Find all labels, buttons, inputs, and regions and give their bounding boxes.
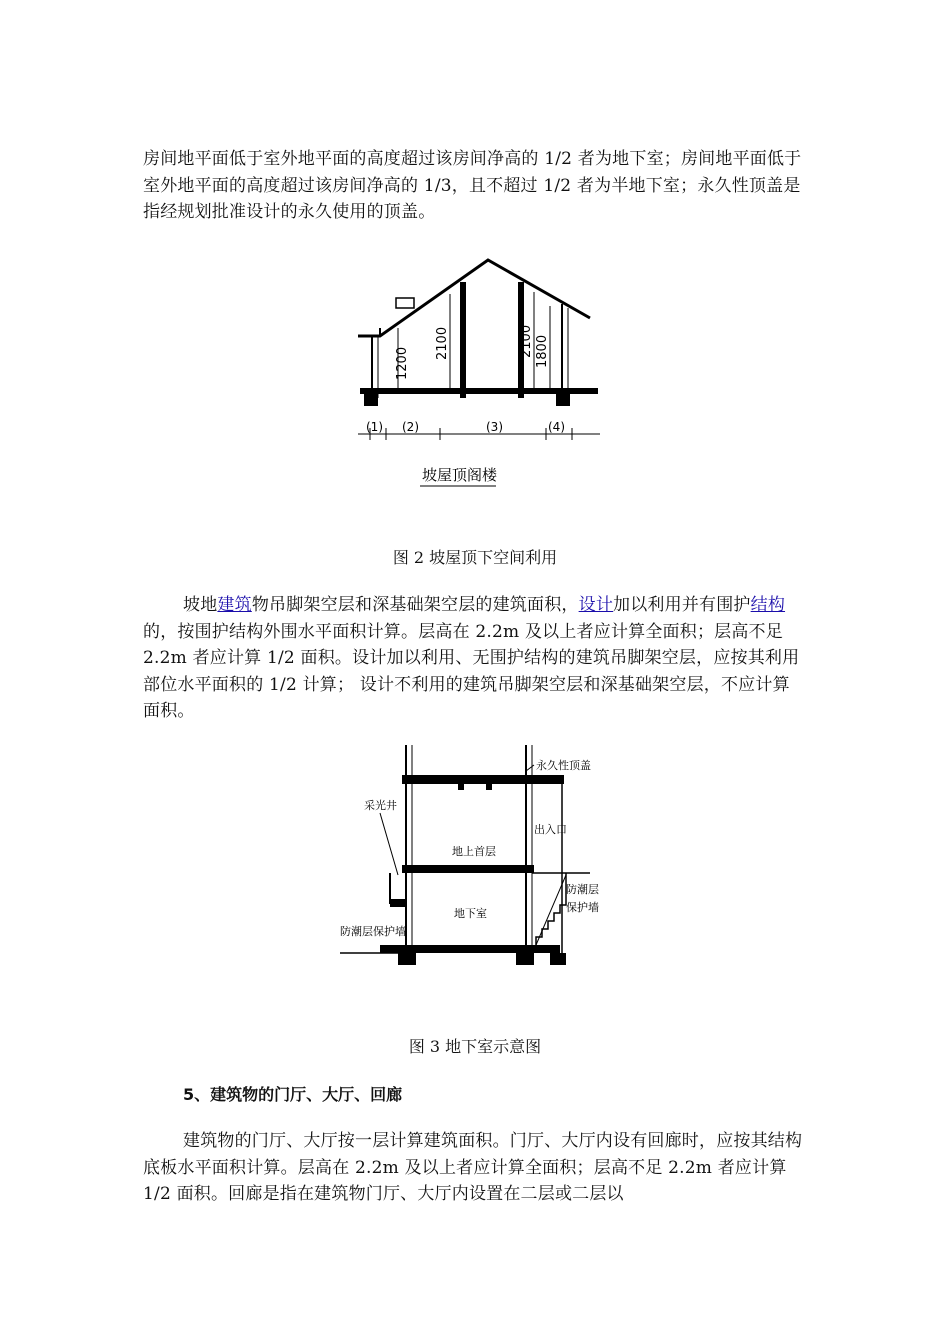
dim-label: 1200 (395, 346, 410, 380)
figure-sloped-roof-attic (350, 248, 610, 498)
span-label: (1) (366, 420, 383, 434)
label-entrance: 出入口 (534, 823, 567, 836)
link-building[interactable]: 建筑 (217, 595, 252, 615)
paragraph-basement-definition: 房间地平面低于室外地平面的高度超过该房间净高的 1/2 者为地下室；房间地平面低于室外地平面的高度超过该房间净高的 1/3，且不超过 1/2 者为半地下室；永久性顶盖是指经规划批准设计的永久使用的顶盖。 (143, 149, 802, 222)
label-moisture-protective-wall: 防潮层保护墙 (340, 925, 406, 938)
section-heading-5: 5、建筑物的门厅、大厅、回廊 (183, 1085, 403, 1104)
dim-label: 2100 (519, 324, 534, 358)
figure-2-caption: 图 2 坡屋顶下空间利用 (392, 548, 558, 567)
label-moisture-layer: 防潮层 (566, 883, 599, 896)
paragraph-lobby-gallery (143, 1128, 803, 1208)
text-run: 物吊脚架空层和深基础架空层的建筑面积， (251, 595, 579, 615)
dim-label: 1800 (535, 334, 550, 368)
label-ground-floor: 地上首层 (452, 845, 496, 858)
text-run: 建筑物的门厅、大厅按一层计算建筑面积。门厅、大厅内设有回廊时，应按其结构底板水平面积计算。层高在 2.2m 及以上者应计算全面积；层高不足 2.2m 者应计算 1/2 面积。回廊是指在建筑物门厅、大厅内设置在二层或二层以 (143, 1131, 803, 1204)
dim-label: 2100 (435, 326, 450, 360)
figure-basement-section (340, 735, 599, 975)
span-label: (2) (402, 420, 419, 434)
link-design[interactable]: 设计 (578, 595, 614, 615)
span-label: (4) (548, 420, 565, 434)
label-permanent-roof: 永久性顶盖 (536, 759, 591, 772)
span-label: (3) (486, 420, 503, 434)
figure-inner-title: 坡屋顶阁楼 (422, 466, 498, 484)
label-skylight-well: 采光井 (364, 799, 397, 812)
text-run: 坡地 (183, 595, 218, 615)
label-basement: 地下室 (454, 907, 487, 920)
text-run: 的，按围护结构外围水平面积计算。层高在 2.2m 及以上者应计算全面积；层高不足 2.2m 者应计算 1/2 面积。设计加以利用、无围护结构的建筑吊脚架空层，应按其利用部位水平面积的 1/2 计算； 设计不利用的建筑吊脚架空层和深基础架空层，不应计算面积。 (143, 621, 800, 721)
label-protective-wall: 保护墙 (566, 901, 599, 914)
link-structure[interactable]: 结构 (750, 595, 786, 615)
text-run: 加以利用并有围护 (613, 595, 751, 615)
figure-3-caption: 图 3 地下室示意图 (408, 1037, 542, 1056)
paragraph-stilt-floor (143, 592, 803, 725)
